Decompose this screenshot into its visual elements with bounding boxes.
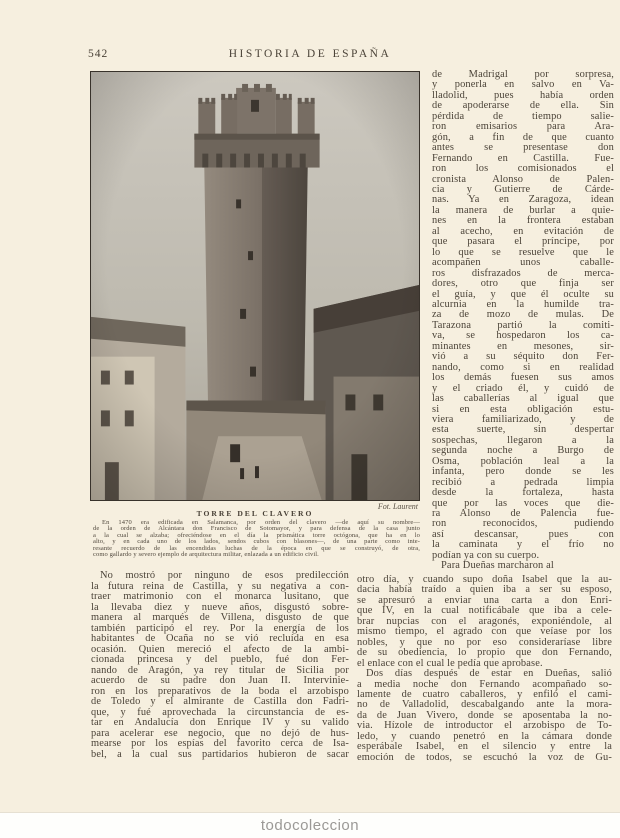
text-line: ron emisarios para Ara- xyxy=(432,121,614,133)
page-title: HISTORIA DE ESPAÑA xyxy=(228,48,392,60)
text-line: nando de Aragón, ya rey titular de Sicilia por xyxy=(91,664,349,676)
watermark-band xyxy=(0,812,620,838)
text-line: de Madrigal por sorpresa, xyxy=(432,69,614,80)
column-right-narrow xyxy=(432,70,614,572)
text-line: lladolid, pues había orden xyxy=(432,89,614,101)
text-line: recibió a pedrada limpia xyxy=(432,476,614,488)
text-line: ros disfrazados de merca- xyxy=(432,267,614,279)
text-line: la futura reina de Castilla, y su negativa a con- xyxy=(91,580,349,592)
text-line: los demás fuesen sus amos xyxy=(432,372,614,384)
text-line: segunda noche a Burgo de xyxy=(432,445,614,457)
text-line: al acecho, en evitación de xyxy=(432,225,614,237)
text-line: dacia había traído a quien iba a ser su esposo, xyxy=(357,584,612,596)
text-line: de Toledo y el almirante de Castilla don Fadri- xyxy=(91,696,349,707)
text-line: acompañen unos caballe- xyxy=(432,257,614,269)
text-line: Osma, población leal a la xyxy=(432,455,614,467)
page-number: 542 xyxy=(88,48,109,60)
text-line: ron los comisionados el xyxy=(432,163,614,175)
text-line: de la orden de Alcántara don Francisco de Sotomayor, y para defensa de la casa junto xyxy=(93,525,420,533)
text-line: vió a su séquito don Fer- xyxy=(432,351,614,363)
text-line: a la cual se alzaba; ofreciéndose en el día la prismática torre octógona, que ha en lo xyxy=(93,531,420,539)
text-line: si en esta obligación estu- xyxy=(432,403,614,415)
text-line: de su obediencia, lo propio que don Fernando, xyxy=(357,647,612,659)
text-line: va, se hospedaron los ca- xyxy=(432,330,614,342)
tower-photo-illustration xyxy=(91,72,419,500)
text-line: traer matrimonio con el monarca lusitano, que xyxy=(91,591,349,602)
text-line: gón, a fin de que cuanto xyxy=(432,131,614,143)
text-line: las caballerías al igual que xyxy=(432,393,614,405)
caption-text xyxy=(93,520,420,559)
text-line: da de Juan Vivero, donde se aposentaba la no- xyxy=(357,709,612,721)
text-line: via. Hízole de introductor el arzobispo de To- xyxy=(357,720,612,732)
text-line: sospechas, llegaron a la xyxy=(432,434,614,446)
text-line: otro día, y cuando supo doña Isabel que la au- xyxy=(357,574,612,585)
watermark-text: todocoleccion xyxy=(260,817,360,834)
text-line: tar en Andalucía don Enrique IV y su valido xyxy=(91,717,349,728)
text-line: a media noche don Fernando acompañado so- xyxy=(357,678,612,690)
text-line: mismo tiempo, el agrado con que veíase por los xyxy=(357,626,612,638)
text-line: que pasara el príncipe, por xyxy=(432,236,614,248)
text-line: En 1470 era edificada en Salamanca, por orden del clavero —de aquí su nombre— xyxy=(102,519,420,526)
text-line: brar nupcias con el aragonés, exponiéndole, al xyxy=(357,615,612,627)
text-line: nes en la frontera estaban xyxy=(432,215,614,227)
text-line: lo que se resuelve que le xyxy=(432,246,614,258)
text-line: Dos días después de estar en Dueñas, salió xyxy=(366,668,612,680)
text-line: nas. Ya en Zaragoza, idean xyxy=(432,194,614,206)
text-line: que, y fué aprovechada la circunstancia de es- xyxy=(91,706,349,718)
text-line: za de mozo de mulas. De xyxy=(432,309,614,321)
text-line: esta suerte, sin despertar xyxy=(432,424,614,436)
text-line: el guía, y que él oculte su xyxy=(432,288,614,300)
text-line: esperábale Isabel, en el silencio y entre la xyxy=(357,741,612,753)
text-line: no de Valladolid, descabalgando ante la mora- xyxy=(357,699,612,711)
text-line: viera familiarizado, y de xyxy=(432,413,614,425)
text-line: que por las voces que die- xyxy=(432,497,614,509)
text-line: dores, otro que finja ser xyxy=(432,278,614,290)
text-line: minantes en mesones, sir- xyxy=(432,340,614,352)
text-line: emoción de todos, se escuchó la voz de Gu- xyxy=(357,751,612,763)
column-left xyxy=(91,571,349,760)
text-line: la caminata y el frío no xyxy=(432,539,614,551)
text-line: podían ya con su cuerpo. xyxy=(432,549,540,561)
text-line: habitantes de Ocaña no se vió recluída en esa xyxy=(91,633,349,644)
text-line: Tarazona partió la comiti- xyxy=(432,319,614,331)
text-line: cia y Gutierre de Cárde- xyxy=(432,183,614,195)
text-line: para acelerar ese negocio, que no dejó de hus- xyxy=(91,727,349,739)
text-line: también participó el rey. Por la energía de los xyxy=(91,622,349,634)
text-line: como gallardo y severo ejemplo de arquitectura militar, enlazada a un edificio civil. xyxy=(93,551,319,559)
text-line: ron reconocidos, pudiendo xyxy=(432,518,614,530)
text-line: cionada princesa y del pueblo, fué don Fer- xyxy=(91,654,349,665)
text-line: desde la fortaleza, hasta xyxy=(432,487,614,499)
text-line: alcurnia en la humilde tra- xyxy=(432,298,614,310)
text-line: de apoderarse de ella. Sin xyxy=(432,100,614,112)
text-line: que IV, en la cual notificábale que iba a cele- xyxy=(357,605,612,617)
tower-photograph xyxy=(90,71,420,501)
text-line: lamente de cuatro caballeros, y enfiló el cami- xyxy=(357,688,612,700)
text-line: ra Alonso de Palencia fue- xyxy=(432,508,614,520)
column-right-wide xyxy=(357,575,612,763)
text-line: nobles, y que no por eso consideraríase libre xyxy=(357,636,612,648)
text-line: cronista Alonso de Palen- xyxy=(432,173,614,185)
text-line: la llevaba diez y nueve años, disgustó sobre- xyxy=(91,601,349,613)
text-line: bel, a la cual sus partidarios hubieron de sacar xyxy=(91,748,349,760)
text-line: ledo, y cuando penetró en la cámara donde xyxy=(357,730,612,742)
photo-credit: Fot. Laurent xyxy=(377,502,418,511)
text-line: pérdida de tiempo salie- xyxy=(432,110,614,122)
text-line: alto, y en cada uno de los lados, sendos cubos con blasones—, de una parte como inte- xyxy=(93,538,420,546)
text-line: el enlace con el cual le pedía que aprobase. xyxy=(357,657,543,669)
text-line: nando, como si en realidad xyxy=(432,361,614,373)
text-line: resante recuerdo de las encendidas luchas de la época en que se construyó, de otra, xyxy=(93,544,420,552)
text-line: No mostró por ninguno de esos predilección xyxy=(100,570,349,581)
text-line: manera al marqués de Villena, disgusto de que xyxy=(91,612,349,623)
text-line: mearse por los espías del favorito cerca de Isa- xyxy=(91,738,349,749)
caption-title: TORRE DEL CLAVERO xyxy=(196,509,314,518)
text-line: la manera de burlar a quie- xyxy=(432,204,614,216)
text-line: y el criado él, y cuidó de xyxy=(432,382,614,394)
text-line: ron en los preparativos de la boda el arzobispo xyxy=(91,685,349,697)
text-line: Para Dueñas marcharon al xyxy=(441,560,554,572)
text-line: y ponerla en salvo en Va- xyxy=(432,79,614,91)
text-line: acuerdo de su padre don Juan II. Intervinie- xyxy=(91,675,349,686)
text-line: Fernando en Castilla. Fue- xyxy=(432,152,614,164)
text-line: antes se presentase don xyxy=(432,142,614,154)
text-line: así descansar, pues con xyxy=(432,528,614,540)
text-line: se apresuró a enviar una carta a don Enri- xyxy=(357,594,612,606)
text-line: ocasión. Quien mereció el afecto de la ambi- xyxy=(91,643,349,655)
text-line: infanta, pero donde se les xyxy=(432,466,614,478)
